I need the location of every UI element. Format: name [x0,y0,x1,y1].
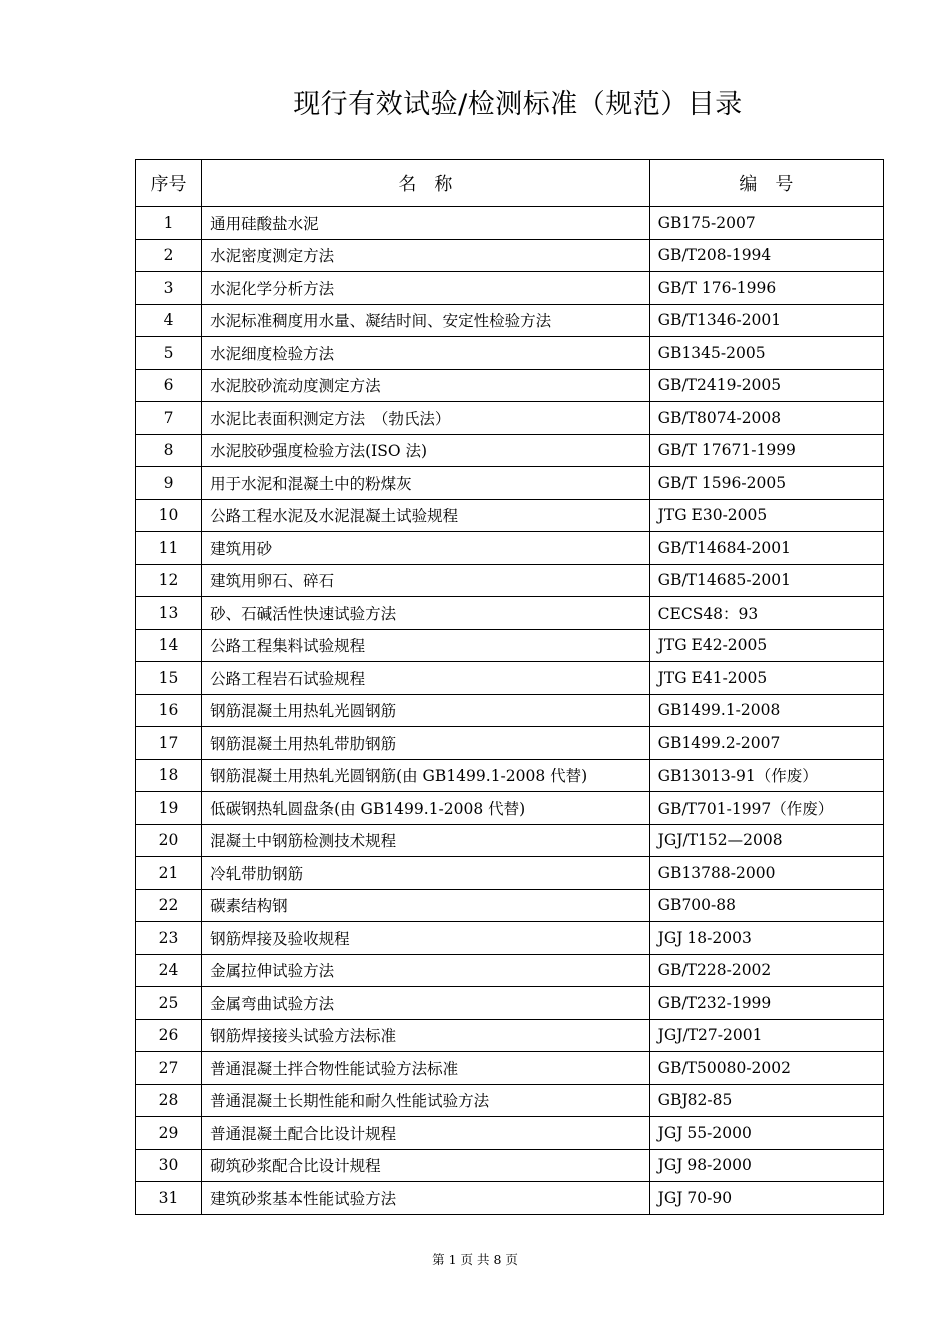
page-title: 现行有效试验/检测标准（规范）目录 [293,89,743,120]
row-seq: 27 [136,1052,202,1085]
row-seq: 2 [136,239,202,272]
table-row [136,532,884,565]
table-row [136,304,884,337]
row-name: 钢筋焊接接头试验方法标准 [202,1019,650,1052]
row-name: 公路工程水泥及水泥混凝土试验规程 [202,499,650,532]
row-code: GB/T1346-2001 [649,304,883,337]
row-code: JGJ/T152—2008 [649,824,883,857]
row-code: JTG E41-2005 [649,662,883,695]
row-seq: 24 [136,954,202,987]
row-name: 建筑用卵石、碎石 [202,564,650,597]
table-row [136,629,884,662]
table-row [136,1149,884,1182]
table-row [136,824,884,857]
row-name: 公路工程岩石试验规程 [202,662,650,695]
row-name: 用于水泥和混凝土中的粉煤灰 [202,467,650,500]
row-code: GB/T208-1994 [649,239,883,272]
header-code: 编 号 [649,160,883,207]
row-code: GB13788-2000 [649,857,883,890]
row-code: JGJ/T27-2001 [649,1019,883,1052]
table-row [136,597,884,630]
table-row [136,434,884,467]
row-seq: 10 [136,499,202,532]
row-name: 水泥标准稠度用水量、凝结时间、安定性检验方法 [202,304,650,337]
row-code: GB/T 1596-2005 [649,467,883,500]
row-seq: 29 [136,1117,202,1150]
row-name: 金属弯曲试验方法 [202,987,650,1020]
row-code: GB1345-2005 [649,337,883,370]
row-code: GB/T50080-2002 [649,1052,883,1085]
table-row [136,337,884,370]
table-row [136,272,884,305]
row-code: GB/T8074-2008 [649,402,883,435]
row-seq: 22 [136,889,202,922]
table-row [136,889,884,922]
table-row [136,1084,884,1117]
row-seq: 16 [136,694,202,727]
row-seq: 5 [136,337,202,370]
header-name: 名 称 [202,160,650,207]
row-seq: 6 [136,369,202,402]
row-name: 金属拉伸试验方法 [202,954,650,987]
row-seq: 31 [136,1182,202,1215]
row-name: 钢筋混凝土用热轧光圆钢筋(由 GB1499.1-2008 代替) [202,759,650,792]
row-name: 低碳钢热轧圆盘条(由 GB1499.1-2008 代替) [202,792,650,825]
row-code: GB1499.1-2008 [649,694,883,727]
row-code: GB/T14685-2001 [649,564,883,597]
row-seq: 4 [136,304,202,337]
row-code: CECS48：93 [649,597,883,630]
standards-table [135,159,884,1215]
row-seq: 30 [136,1149,202,1182]
row-code: JGJ 70-90 [649,1182,883,1215]
table-row [136,1019,884,1052]
row-seq: 3 [136,272,202,305]
row-code: GB175-2007 [649,207,883,240]
row-code: JTG E30-2005 [649,499,883,532]
table-row [136,792,884,825]
row-code: JGJ 55-2000 [649,1117,883,1150]
table-row [136,239,884,272]
row-seq: 21 [136,857,202,890]
row-code: JGJ 98-2000 [649,1149,883,1182]
row-seq: 12 [136,564,202,597]
row-code: GB/T 176-1996 [649,272,883,305]
table-body [136,207,884,1215]
row-seq: 8 [136,434,202,467]
row-code: GB/T228-2002 [649,954,883,987]
row-name: 通用硅酸盐水泥 [202,207,650,240]
row-seq: 7 [136,402,202,435]
table-row [136,922,884,955]
row-code: GB700-88 [649,889,883,922]
table-row [136,499,884,532]
row-seq: 19 [136,792,202,825]
row-code: GB/T14684-2001 [649,532,883,565]
row-code: GB/T701-1997（作废） [649,792,883,825]
row-name: 普通混凝土拌合物性能试验方法标准 [202,1052,650,1085]
table-row [136,1117,884,1150]
row-seq: 13 [136,597,202,630]
page-footer: 第 1 页 共 8 页 [432,1252,518,1267]
table-row [136,402,884,435]
table-row [136,987,884,1020]
row-seq: 1 [136,207,202,240]
row-name: 公路工程集料试验规程 [202,629,650,662]
row-code: GB/T 17671-1999 [649,434,883,467]
row-seq: 17 [136,727,202,760]
table-row [136,369,884,402]
row-seq: 9 [136,467,202,500]
row-name: 水泥胶砂强度检验方法(ISO 法) [202,434,650,467]
row-name: 建筑用砂 [202,532,650,565]
row-seq: 15 [136,662,202,695]
row-seq: 28 [136,1084,202,1117]
row-name: 砌筑砂浆配合比设计规程 [202,1149,650,1182]
table-row [136,207,884,240]
row-name: 水泥化学分析方法 [202,272,650,305]
row-name: 水泥比表面积测定方法 （勃氏法） [202,402,650,435]
row-name: 水泥密度测定方法 [202,239,650,272]
row-seq: 14 [136,629,202,662]
table-row [136,564,884,597]
row-seq: 18 [136,759,202,792]
row-name: 普通混凝土配合比设计规程 [202,1117,650,1150]
row-name: 冷轧带肋钢筋 [202,857,650,890]
row-code: JTG E42-2005 [649,629,883,662]
row-name: 钢筋混凝土用热轧光圆钢筋 [202,694,650,727]
table-row [136,694,884,727]
row-name: 钢筋混凝土用热轧带肋钢筋 [202,727,650,760]
row-code: GBJ82-85 [649,1084,883,1117]
header-seq: 序号 [136,160,202,207]
table-row [136,662,884,695]
table-header-row [136,160,884,207]
row-code: GB/T232-1999 [649,987,883,1020]
row-seq: 20 [136,824,202,857]
row-name: 水泥细度检验方法 [202,337,650,370]
table-row [136,857,884,890]
row-name: 混凝土中钢筋检测技术规程 [202,824,650,857]
row-code: JGJ 18-2003 [649,922,883,955]
table-row [136,1182,884,1215]
row-name: 水泥胶砂流动度测定方法 [202,369,650,402]
row-seq: 11 [136,532,202,565]
row-seq: 25 [136,987,202,1020]
table-row [136,954,884,987]
row-name: 普通混凝土长期性能和耐久性能试验方法 [202,1084,650,1117]
row-name: 砂、石碱活性快速试验方法 [202,597,650,630]
row-name: 钢筋焊接及验收规程 [202,922,650,955]
table-row [136,467,884,500]
row-code: GB/T2419-2005 [649,369,883,402]
row-name: 建筑砂浆基本性能试验方法 [202,1182,650,1215]
row-seq: 23 [136,922,202,955]
row-seq: 26 [136,1019,202,1052]
row-name: 碳素结构钢 [202,889,650,922]
row-code: GB13013-91（作废） [649,759,883,792]
table-row [136,1052,884,1085]
table-row [136,727,884,760]
row-code: GB1499.2-2007 [649,727,883,760]
table-row [136,759,884,792]
